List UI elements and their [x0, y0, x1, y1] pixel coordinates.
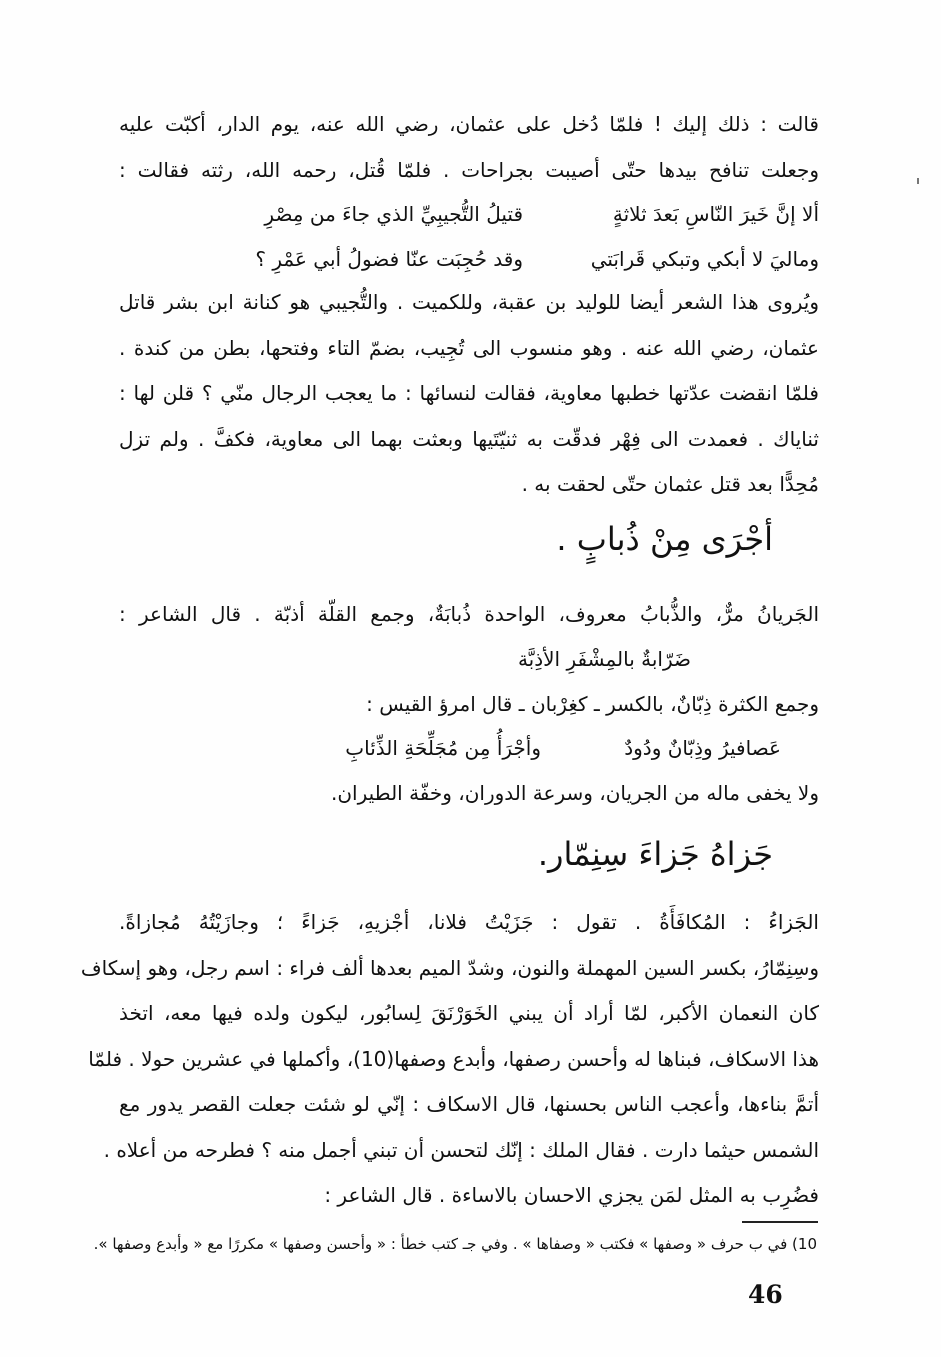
text-line: أتمَّ بناءها، وأعجب الناس بحسنها، قال الاسكاف : إنّي لو شئت جعلت القصر يدور مع — [119, 1092, 819, 1116]
verse-1-second-half: قتيلُ التُّجيبِيِّ الذي جاءَ من مِصْرِ — [264, 202, 523, 226]
section-heading-2: جَزاهُ جَزاءَ سِنِمّار. — [537, 835, 773, 873]
text-line: فلمّا انقضت عدّتها خطبها معاوية، فقالت لنسائها : ما يعجب الرجال منّي ؟ قلن لها : — [119, 381, 819, 405]
verse-2-first-half: وماليَ لا أبكي وتبكي قَرابَتي — [590, 247, 819, 271]
paragraph-1 — [119, 102, 819, 193]
section-heading-1: أجْرَى مِنْ ذُبابٍ . — [556, 520, 773, 558]
text-line: وسِنِمّارُ، بكسر السين المهملة والنون، وشدّ الميم بعدها ألف فراء : اسم رجل، وهو إسكاف — [80, 955, 819, 980]
text-line: عثمان، رضي الله عنه . وهو منسوب الى تُجِيب، بضمّ التاء وفتحها، بطن من كندة . — [119, 335, 819, 360]
paragraph-2 — [119, 280, 819, 508]
margin-mark — [917, 178, 919, 184]
page-number: 46 — [748, 1280, 783, 1309]
text-line: قالت : ذلك إليك ! فلمّا دُخل على عثمان، رضي الله عنه، يوم الدار، أكبّت عليه — [119, 112, 819, 136]
footnote: 10) في ب حرف « وصفها » فكتب « وصفاها » . وفي جـ كتب خطأ : « وأحسن وصفها » مكررًا مع « وأبدع وصفها ». — [93, 1235, 817, 1253]
paragraph-5 — [119, 771, 819, 817]
text-line: وجمع الكثرة ذِبّانٌ، بالكسر ـ كغِرْبان ـ قال امرؤ القيس : — [366, 692, 819, 716]
paragraph-3 — [119, 592, 819, 638]
text-line: ويُروى هذا الشعر أيضا للوليد بن عقبة، وللكميت . والتُّجيبي هو كنانة ابن بشر قاتل — [119, 290, 819, 314]
text-line: فضُرِب به المثل لمَن يجزي الاحسان بالاساءة . قال الشاعر : — [324, 1183, 819, 1207]
verse-4-first-half: عَصافيرُ وذِبّانٌ ودُودٌ — [624, 736, 781, 760]
text-line: ثناياك . فعمدت الى فِهْر فدقّت به ثنيّتَيها وبعثت بهما الى معاوية، فكفَّ . ولم تزل — [119, 426, 819, 451]
text-line: الجَريانُ مرٌّ، والذُّبابُ معروف، الواحدة ذُبابَةٌ، وجمع القلّة أذبّة . قال الشاعر : — [119, 602, 819, 626]
paragraph-4 — [119, 682, 819, 728]
verse-3: ضَرّابةٌ بالمِشْفَرِ الأذِبَّة — [517, 647, 691, 671]
text-line: وجعلت تنافح بيدها حتّى أصيبت بجراحات . فلمّا قُتل، رحمه الله، رثته فقالت : — [119, 157, 819, 182]
text-line: هذا الاسكاف، فبناها له وأحسن رصفها، وأبدع وصفها(10)، وأكملها في عشرين حولا . فلمّا — [88, 1046, 819, 1071]
footnote-divider — [742, 1221, 818, 1223]
verse-1-first-half: ألا إنَّ خَيرَ النّاسِ بَعدَ ثلاثةٍ — [612, 202, 819, 226]
verse-4-second-half: وأجْرَأُ مِن مُجَلِّحَةِ الذِّئابِ — [345, 736, 541, 760]
verse-2-second-half: وقد حُجِبَت عنّا فضولُ أبي عَمْرِ ؟ — [255, 247, 523, 271]
text-line: الشمس حيثما دارت . فقال الملك : إنّك لتحسن أن تبني أجمل منه ؟ فطرحه من أعلاه . — [103, 1137, 819, 1162]
text-line: مُحِدًّا بعد قتل عثمان حتّى لحقت به . — [521, 472, 819, 496]
text-line: ولا يخفى ماله من الجريان، وسرعة الدوران، وخفّة الطيران. — [330, 781, 819, 805]
text-line: الجَزاءُ : المُكافَأَةُ . تقول : جَزَيْتُ فلانا، أجْزيهِ، جَزاءً ؛ وجازَيْتُهُ مُجازاةً. — [119, 910, 819, 934]
text-line: كان النعمان الأكبر، لمّا أراد أن يبني الخَوَرْنَقَ لِسابُور، ليكون ولده فيها معه، اتخذ — [119, 1001, 819, 1025]
paragraph-6 — [80, 900, 819, 1219]
